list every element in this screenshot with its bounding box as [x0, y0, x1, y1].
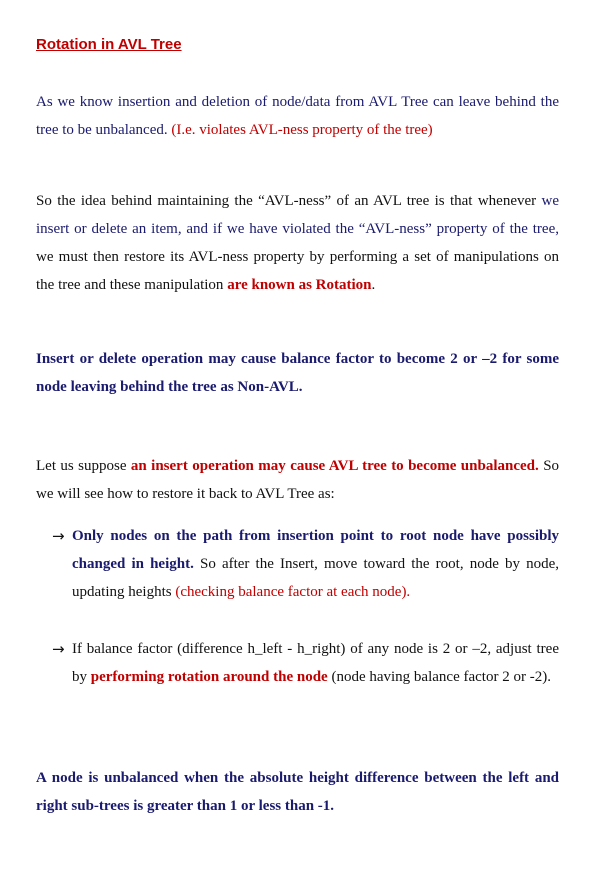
avl-ness-paragraph [36, 187, 559, 299]
avl-ness-part1: So the idea behind maintaining the “AVL-ness” of an AVL tree is that whenever [36, 193, 537, 209]
insert-lead: Let us suppose [36, 458, 127, 474]
insert-tail: So we will see how to restore it back to AVL Tree as: [36, 458, 560, 502]
insert-emphasis: an insert operation may cause AVL tree to become unbalanced. [130, 458, 539, 474]
bullet-rotation [72, 635, 559, 691]
intro-paragraph [36, 88, 559, 144]
bullet1-text: So after the Insert, move toward the root, node by node, updating heights [72, 556, 560, 600]
arrow-icon: → [52, 640, 65, 658]
bullet1-note: (checking balance factor at each node). [175, 584, 411, 600]
bullet2-emphasis: performing rotation around the node [90, 669, 328, 685]
avl-ness-part2: we insert or delete an item, and if we have violated the “AVL-ness” property of the tree, [36, 193, 560, 237]
bullet1-bold: Only nodes on the path from insertion point to root node have possibly changed in height. [72, 528, 559, 572]
avl-ness-end: . [371, 277, 376, 293]
balance-factor-paragraph [36, 345, 559, 401]
intro-text: As we know insertion and deletion of node/data from AVL Tree can leave behind the tree to be unbalanced. [36, 94, 559, 138]
balance-factor-text: Insert or delete operation may cause balance factor to become 2 or –2 for some node leaving behind the tree as Non-AVL. [36, 351, 559, 395]
unbalanced-definition-paragraph [36, 764, 559, 820]
insert-paragraph [36, 452, 559, 508]
bullet2-tail: (node having balance factor 2 or -2). [331, 669, 551, 685]
intro-note: (I.e. violates AVL-ness property of the tree) [171, 122, 433, 138]
unbalanced-definition-text: A node is unbalanced when the absolute height difference between the left and right sub-trees is greater than 1 or less than -1. [36, 770, 559, 814]
bullet2-lead: If balance factor (difference h_left - h_right) of any node is 2 or –2, adjust tree by [72, 641, 559, 685]
avl-ness-emphasis: are known as Rotation [227, 277, 372, 293]
page-title: Rotation in AVL Tree [36, 36, 182, 53]
arrow-icon: → [52, 527, 65, 545]
avl-ness-part3: we must then restore its AVL-ness property by performing a set of manipulations on the tree and these manipulation [36, 249, 559, 293]
bullet-height-change [72, 522, 559, 606]
